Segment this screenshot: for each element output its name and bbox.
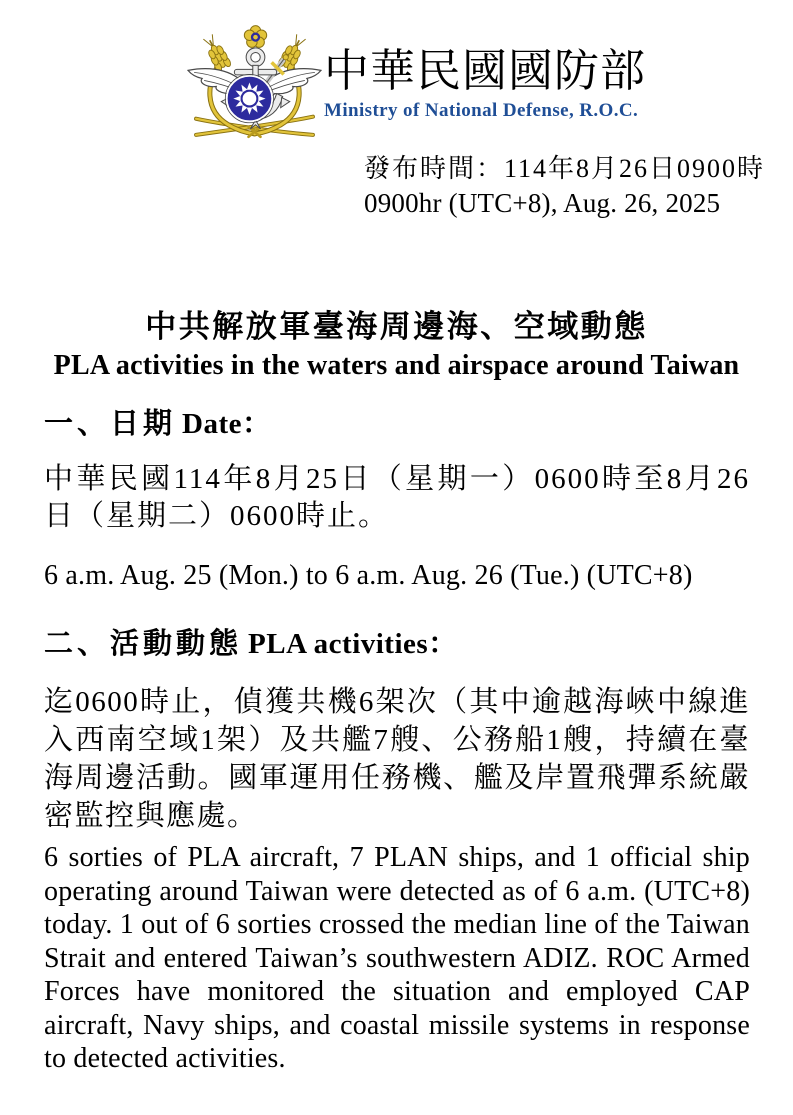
section-date-heading-en: Date： (182, 408, 272, 440)
org-name-cn: 中華民國國防部 (324, 46, 647, 96)
plum-blossom-icon (244, 26, 266, 48)
date-paragraph-en: 6 a.m. Aug. 25 (Mon.) to 6 a.m. Aug. 26 (Tue.) (UTC+8) (44, 560, 693, 591)
white-sun-disc-icon (225, 74, 273, 122)
section-activities-heading-en: PLA activities： (248, 628, 458, 660)
mnd-emblem-icon (184, 24, 325, 150)
section-activities-heading-cn: 二、活動動態 (44, 628, 243, 660)
org-name-block (324, 46, 646, 122)
activities-paragraph-en: 6 sorties of PLA aircraft, 7 PLAN ships, and 1 official ship operating around Taiwan were detected as of 6 a.m. (UTC+8) today. 1 out of 6 sorties crossed the median line of the Taiwan Strait and entered Taiwan’s southwestern ADIZ. ROC Armed Forces have monitored the situation and employed CAP aircraft, Navy ships, and coastal missile systems in response to detected activities. (44, 842, 750, 1074)
section-date-heading (44, 401, 750, 442)
section-activities-heading (44, 621, 750, 662)
section-date-heading-cn: 一、日期 (44, 408, 177, 440)
date-paragraph-cn: 中華民國114年8月25日（星期一）0600時至8月26日（星期二）0600時止。 (44, 463, 750, 532)
activities-paragraph-cn: 迄0600時止，偵獲共機6架次（其中逾越海峽中線進入西南空域1架）及共艦7艘、公務船1艘，持續在臺海周邊活動。國軍運用任務機、艦及岸置飛彈系統嚴密監控與應處。 (44, 686, 750, 832)
release-time-block (364, 152, 765, 220)
release-time-cn: 發布時間：114年8月26日0900時 (364, 154, 766, 183)
document-title (0, 301, 793, 382)
org-name-en: Ministry of National Defense, R.O.C. (324, 99, 639, 121)
release-time-en: 0900hr (UTC+8), Aug. 26, 2025 (364, 188, 721, 218)
document-title-en: PLA activities in the waters and airspace around Taiwan (53, 350, 740, 381)
document-title-cn: 中共解放軍臺海周邊海、空域動態 (145, 309, 648, 344)
